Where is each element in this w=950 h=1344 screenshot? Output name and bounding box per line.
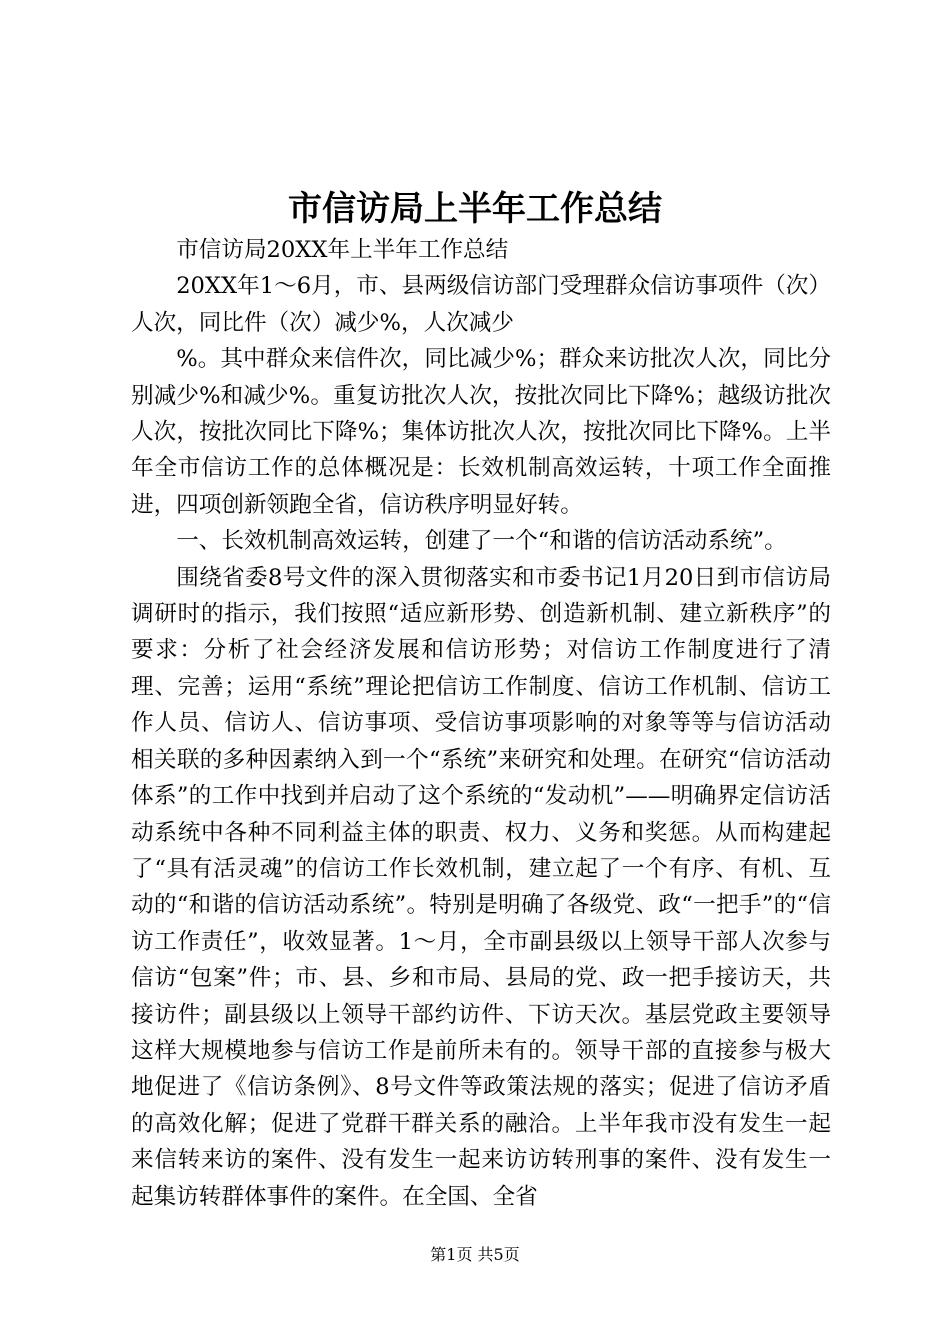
page-title: 市信访局上半年工作总结 — [288, 189, 662, 229]
paragraph-summary-stats: 20XX年1～6月，市、县两级信访部门受理群众信访事项件（次）人次，同比件（次）减少%，人次减少 — [131, 273, 831, 336]
paragraph-overview: %。其中群众来信件次，同比减少%；群众来访批次人次，同比分别减少%和减少%。重复访批次人次，按批次同比下降%；越级访批次人次，按批次同比下降%；集体访批次人次，按批次同比下降%。上半年全市信访工作的总体概况是：长效机制高效运转，十项工作全面推进，四项创新领跑全省，信访秩序明显好转。 — [131, 346, 831, 518]
section-heading-one: 一、长效机制高效运转，创建了一个“和谐的信访活动系统”。 — [176, 528, 787, 555]
document-body — [131, 232, 831, 1215]
paragraph-mechanism: 围绕省委8号文件的深入贯彻落实和市委书记1月20日到市信访局调研时的指示，我们按照“适应新形势、创造新机制、建立新秩序”的要求：分析了社会经济发展和信访形势；对信访工作制度进行了清理、完善；运用“系统”理论把信访工作制度、信访工作机制、信访工作人员、信访人、信访事项、受信访事项影响的对象等等与信访活动相关联的多种因素纳入到一个“系统”来研究和处理。在研究“信访活动体系”的工作中找到并启动了这个系统的“发动机”——明确界定信访活动系统中各种不同利益主体的职责、权力、义务和奖惩。从而构建起了“具有活灵魂”的信访工作长效机制，建立起了一个有序、有机、互动的“和谐的信访活动系统”。特别是明确了各级党、政“一把手”的“信访工作责任”，收效显著。1～月，全市副县级以上领导干部人次参与信访“包案”件；市、县、乡和市局、县局的党、政一把手接访天，共接访件；副县级以上领导干部约访件、下访天次。基层党政主要领导这样大规模地参与信访工作是前所未有的。领导干部的直接参与极大地促进了《信访条例》、8号文件等政策法规的落实；促进了信访矛盾的高效化解；促进了党群干群关系的融洽。上半年我市没有发生一起来信转来访的案件、没有发生一起来访访转刑事的案件、没有发生一起集访转群体事件的案件。在全国、全省 — [131, 564, 831, 1210]
page-number-footer: 第1页 共5页 — [430, 1245, 520, 1264]
paragraph-subtitle: 市信访局20XX年上半年工作总结 — [176, 237, 509, 263]
